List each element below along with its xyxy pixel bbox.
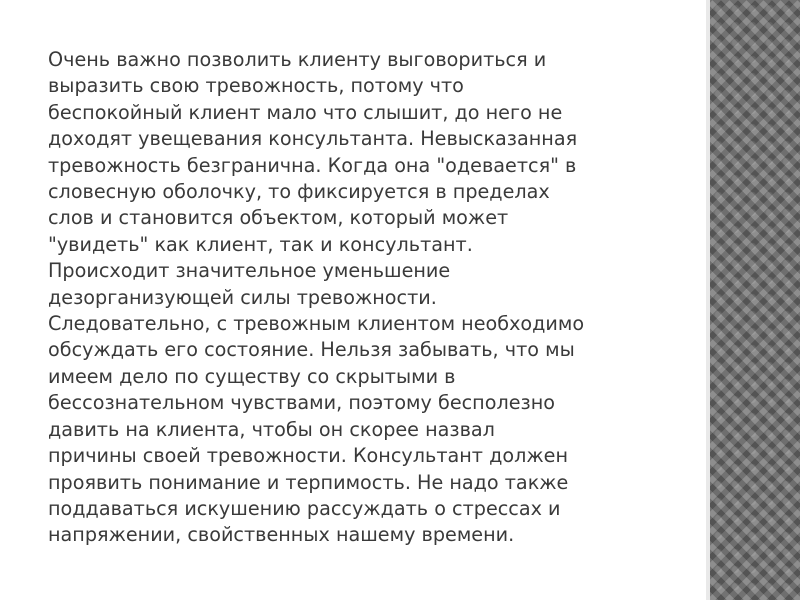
diamond-pattern-strip [710, 0, 800, 600]
slide-body-text: Очень важно позволить клиенту выговориться и выразить свою тревожность, потому что беспокойный клиент мало что слышит, до него не доходят увещевания консультанта. Невысказанная тревожность безгранична. Когда она "одевается" в словесную оболочку, то фиксируется в пределах слов и становится объектом, который может "увидеть" как клиент, так и консультант. Происходит значительное уменьшение дезорганизующей силы тревожности. Следовательно, с тревожным клиентом необходимо обсуждать его состояние. Нельзя забывать, что мы имеем дело по существу со скрытыми в бессознательном чувствами, поэтому бесполезно давить на клиента, чтобы он скорее назвал причины своей тревожности. Консультант должен проявить понимание и терпимость. Не надо также поддаваться искушению рассуждать о стрессах и напряжении, свойственных нашему времени. [48, 48, 585, 547]
